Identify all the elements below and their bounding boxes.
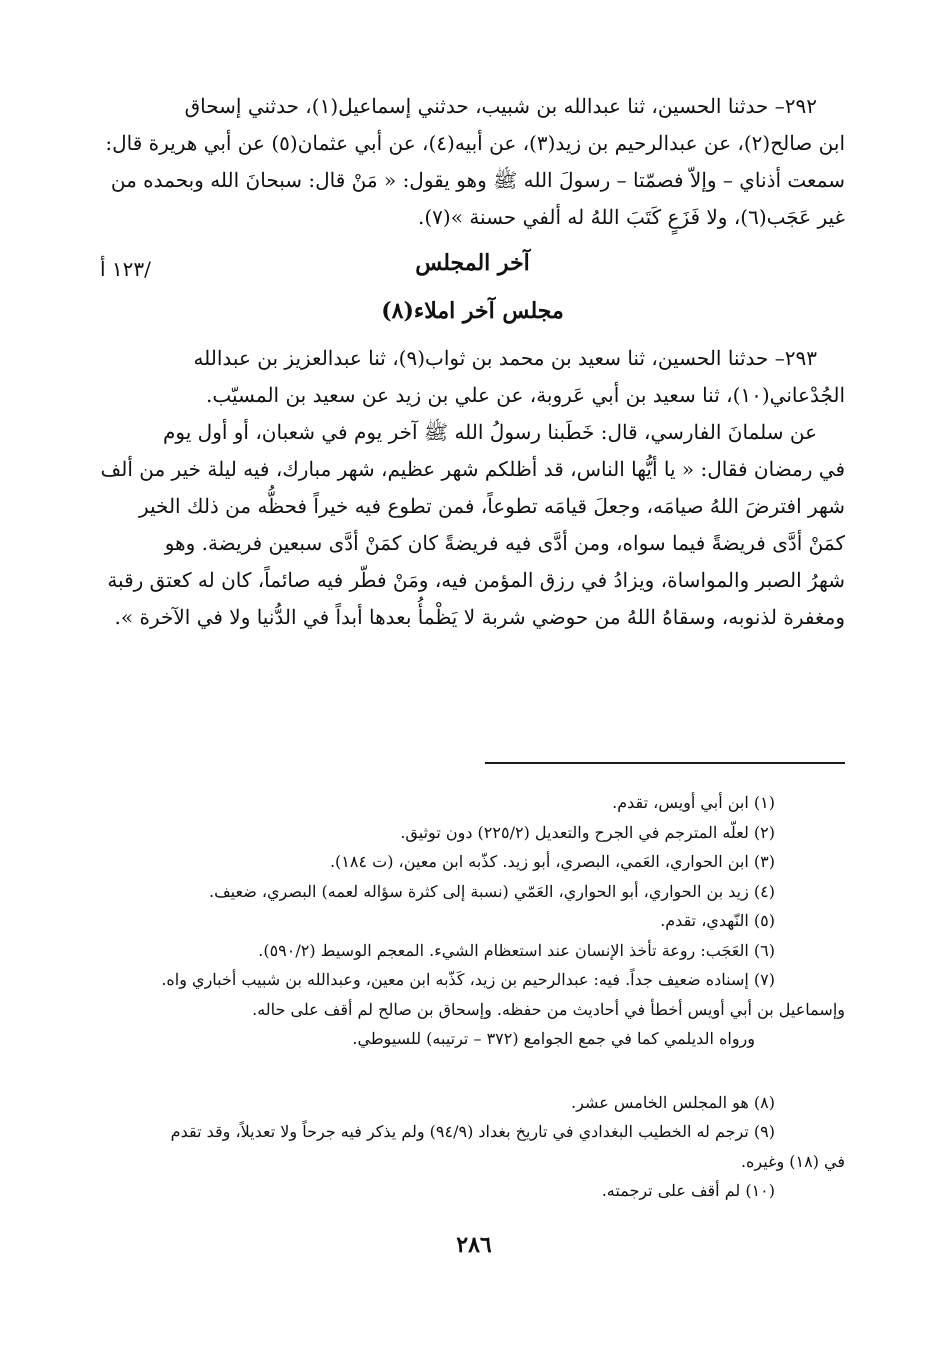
footnote-5: (٥) النّهدي، تقدم. — [660, 911, 775, 930]
end-majlis-heading: آخر المجلس — [415, 250, 530, 276]
hadith-292-line-3: سمعت أذناي – وإلاّ فصمّتا – رسولَ الله ﷺ وهو يقول: « مَنْ قال: سبحانَ الله وبحمده من — [110, 168, 845, 192]
folio-marker: /١٢٣ أ — [100, 257, 151, 281]
footnote-2: (٢) لعلّه المترجم في الجرح والتعديل (٢٢٥/٢) دون توثيق. — [400, 822, 775, 842]
footnotes — [100, 788, 845, 1206]
new-majlis-heading: مجلس آخر املاء(٨) — [381, 298, 564, 324]
hadith-293-line-7: شهرُ الصبر والمواساة، ويزادُ في رزق المؤمن فيه، ومَنْ فطّر فيه صائماً، كان له كعتق رقبة — [107, 568, 845, 592]
footnote-6: (٦) العَجَب: روعة تأخذ الإنسان عند استعظام الشيء. المعجم الوسيط (٥٩٠/٢). — [258, 940, 775, 960]
footnote-10: (١٠) لم أقف على ترجمته. — [601, 1181, 775, 1200]
footnote-divider — [485, 762, 845, 764]
footnote-3: (٣) ابن الحواري، العَمي، البصري، أبو زيد. كذّبه ابن معين، (ت ١٨٤). — [329, 852, 775, 871]
footnote-4: (٤) زيد بن الحواري، أبو الحواري، العَمّي (نسبة إلى كثرة سؤاله لعمه) البصري، ضعيف. — [209, 881, 775, 901]
main-text — [100, 88, 845, 636]
footnote-1: (١) ابن أبي أويس، تقدم. — [612, 793, 775, 812]
hadith-293-line-5: شهر افترضَ اللهُ صيامَه، وجعلَ قيامَه تطوعاً، فمن تطوع فيه خيراً فحظُّه من ذلك الخير — [138, 494, 845, 518]
hadith-293-line-3: عن سلمانَ الفارسي، قال: خَطَبنا رسولُ الله ﷺ آخر يوم في شعبان، أو أول يوم — [163, 420, 817, 444]
footnote-9-line-1: (٩) ترجم له الخطيب البغدادي في تاريخ بغداد (٩٤/٩) ولم يذكر فيه جرحاً ولا تعديلاً، وقد تقدم — [170, 1122, 775, 1141]
hadith-293-line-6: كمَنْ أدَّى فريضةً فيما سواه، ومن أدَّى فيه فريضةً كان كمَنْ أدَّى سبعين فريضة. وهو — [164, 531, 845, 555]
footnote-7-line-1: (٧) إسناده ضعيف جداً. فيه: عبدالرحيم بن زيد، كَذّبه ابن معين، وعبدالله بن شبيب أخباري واه. — [161, 970, 775, 989]
hadith-293-line-4: في رمضان فقال: « يا أيُّها الناس، قد أظلكم شهر عظيم، شهر مبارك، فيه ليلة خير من ألف — [100, 457, 845, 481]
footnote-9-line-2: في (١٨) وغيره. — [740, 1151, 845, 1171]
footnote-7-line-2: وإسماعيل بن أبي أويس أخطأ في أحاديث من حفظه. وإسحاق بن صالح لم أقف على حاله. — [252, 999, 845, 1019]
footnote-8: (٨) هو المجلس الخامس عشر. — [571, 1092, 775, 1112]
page-number: ٢٨٦ — [456, 1232, 492, 1258]
hadith-292-line-1: ٢٩٢– حدثنا الحسين، ثنا عبدالله بن شبيب، حدثني إسماعيل(١)، حدثني إسحاق — [184, 94, 817, 118]
footnote-7-line-3: ورواه الديلمي كما في جمع الجوامع (٣٧٢ – ترتيبه) للسيوطي. — [352, 1029, 755, 1048]
hadith-292-line-4: غير عَجَب(٦)، ولا فَزَعٍ كَتَبَ اللهُ له ألفي حسنة »(٧). — [418, 205, 845, 229]
hadith-293-line-1: ٢٩٣– حدثنا الحسين، ثنا سعيد بن محمد بن ثواب(٩)، ثنا عبدالعزيز بن عبدالله — [193, 346, 817, 370]
hadith-292-line-2: ابن صالح(٢)، عن عبدالرحيم بن زيد(٣)، عن أبيه(٤)، عن أبي عثمان(٥) عن أبي هريرة قال: — [105, 131, 845, 155]
hadith-293-line-8: ومغفرة لذنوبه، وسقاهُ اللهُ من حوضي شربة لا يَظْمأُ بعدها أبداً في الدُّنيا ولا في الآخرة ». — [114, 605, 845, 629]
hadith-293-line-2: الجُدْعاني(١٠)، ثنا سعيد بن أبي عَروبة، عن علي بن زيد عن سعيد بن المسيّب. — [206, 383, 845, 407]
